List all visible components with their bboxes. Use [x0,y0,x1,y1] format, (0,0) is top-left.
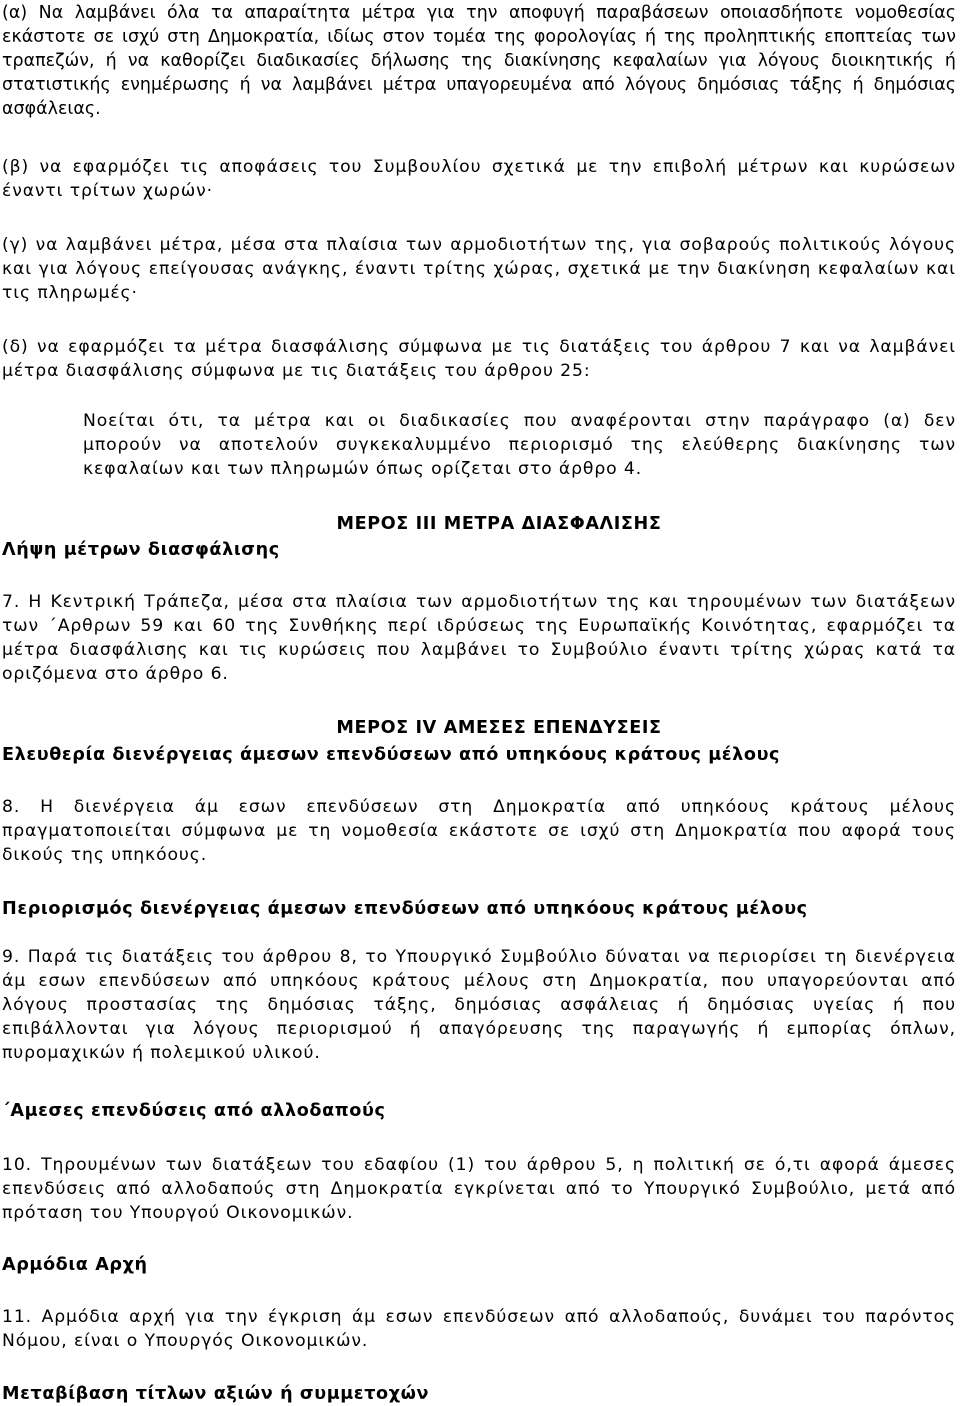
competent-authority-heading: Αρμόδια Αρχή [2,1255,148,1275]
measures-heading: Λήψη μέτρων διασφάλισης [2,540,280,560]
freedom-heading: Ελευθερία διενέργειας άμεσων επενδύσεων από υπηκόους κράτους μέλους [2,745,781,765]
paragraph-a: (α) Να λαμβάνει όλα τα απαραίτητα μέτρα για την αποφυγή παραβάσεων οποιασδήποτε νομοθεσίας εκάστοτε σε ισχύ στη Δημοκρατία, ιδίως στον τομέα της φορολογίας ή της προληπτικής εποπτείας των τραπεζών, ή να καθορίζει διαδικασίες δήλωσης της διακίνησης κεφαλαίων για λόγους διοικητικής ή στατιστικής ενημέρωσης ή να λαμβάνει μέτρα υπαγορευμένα από λόγους δημόσιας τάξης ή δημόσιας ασφάλειας. [2,3,956,119]
paragraph-b: (β) να εφαρμόζει τις αποφάσεις του Συμβουλίου σχετικά με την επιβολή μέτρων και κυρώσεων έναντι τρίτων χωρών· [2,157,956,201]
article-9: 9. Παρά τις διατάξεις του άρθρου 8, το Υπουργικό Συμβούλιο δύναται να περιορίσει τη διενέργεια άμ εσων επενδύσεων από υπηκόους κράτους μέλους στη Δημοκρατία, που υπαγορεύονται από λόγους προστασίας της δημόσιας τάξης, δημόσιας ασφάλειας ή δημόσιας υγείας ή που επιβάλλονται για λόγους περιορισμού ή απαγόρευσης της παραγωγής ή εμπορίας όπλων, πυρομαχικών ή πολεμικού υλικού. [2,947,956,1063]
proviso-note: Νοείται ότι, τα μέτρα και οι διαδικασίες που αναφέρονται στην παράγραφο (α) δεν μπορούν να αποτελούν συγκεκαλυμμένο περιορισμό της ελεύθερης διακίνησης των κεφαλαίων και των πληρωμών όπως ορίζεται στο άρθρο 4. [83,411,956,479]
article-8: 8. Η διενέργεια άμ εσων επενδύσεων στη Δημοκρατία από υπηκόους κράτους μέλους πραγματοποιείται σύμφωνα με τη νομοθεσία εκάστοτε σε ισχύ στη Δημοκρατία που αφορά τους δικούς της υπηκόους. [2,797,956,865]
part-4-title: ΜΕΡΟΣ ΙV ΑΜΕΣΕΣ ΕΠΕΝΔΥΣΕΙΣ [336,718,662,738]
paragraph-d: (δ) να εφαρμόζει τα μέτρα διασφάλισης σύμφωνα με τις διατάξεις του άρθρου 7 και να λαμβάνει μέτρα διασφάλισης σύμφωνα με τις διατάξεις του άρθρου 25: [2,337,956,381]
restriction-heading: Περιορισμός διενέργειας άμεσων επενδύσεων από υπηκόους κράτους μέλους [2,899,808,919]
foreign-investments-heading: ΄Αμεσες επενδύσεις από αλλοδαπούς [2,1101,386,1121]
article-7: 7. Η Κεντρική Τράπεζα, μέσα στα πλαίσια των αρμοδιοτήτων της και τηρουμένων των διατάξεων των ΄Αρθρων 59 και 60 της Συνθήκης περί ιδρύσεως της Ευρωπαϊκής Κοινότητας, εφαρμόζει τα μέτρα διασφάλισης και τις κυρώσεις που λαμβάνει το Συμβούλιο έναντι τρίτης χώρας κατά τα οριζόμενα στο άρθρο 6. [2,592,956,684]
article-11: 11. Αρμόδια αρχή για την έγκριση άμ εσων επενδύσεων από αλλοδαπούς, δυνάμει του παρόντος Νόμου, είναι ο Υπουργός Οικονομικών. [2,1307,956,1351]
article-10: 10. Τηρουμένων των διατάξεων του εδαφίου (1) του άρθρου 5, η πολιτική σε ό,τι αφορά άμεσες επενδύσεις από αλλοδαπούς στη Δημοκρατία εγκρίνεται από το Υπουργικό Συμβούλιο, μετά από πρόταση του Υπουργού Οικονομικών. [2,1155,956,1223]
part-3-title: ΜΕΡΟΣ ΙΙΙ ΜΕΤΡΑ ΔΙΑΣΦΑΛΙΣΗΣ [336,514,662,534]
paragraph-c: (γ) να λαμβάνει μέτρα, μέσα στα πλαίσια των αρμοδιοτήτων της, για σοβαρούς πολιτικούς λόγους και για λόγους επείγουσας ανάγκης, έναντι τρίτης χώρας, σχετικά με την διακίνηση κεφαλαίων και τις πληρωμές· [2,235,956,303]
securities-transfer-heading: Μεταβίβαση τίτλων αξιών ή συμμετοχών [2,1384,430,1404]
